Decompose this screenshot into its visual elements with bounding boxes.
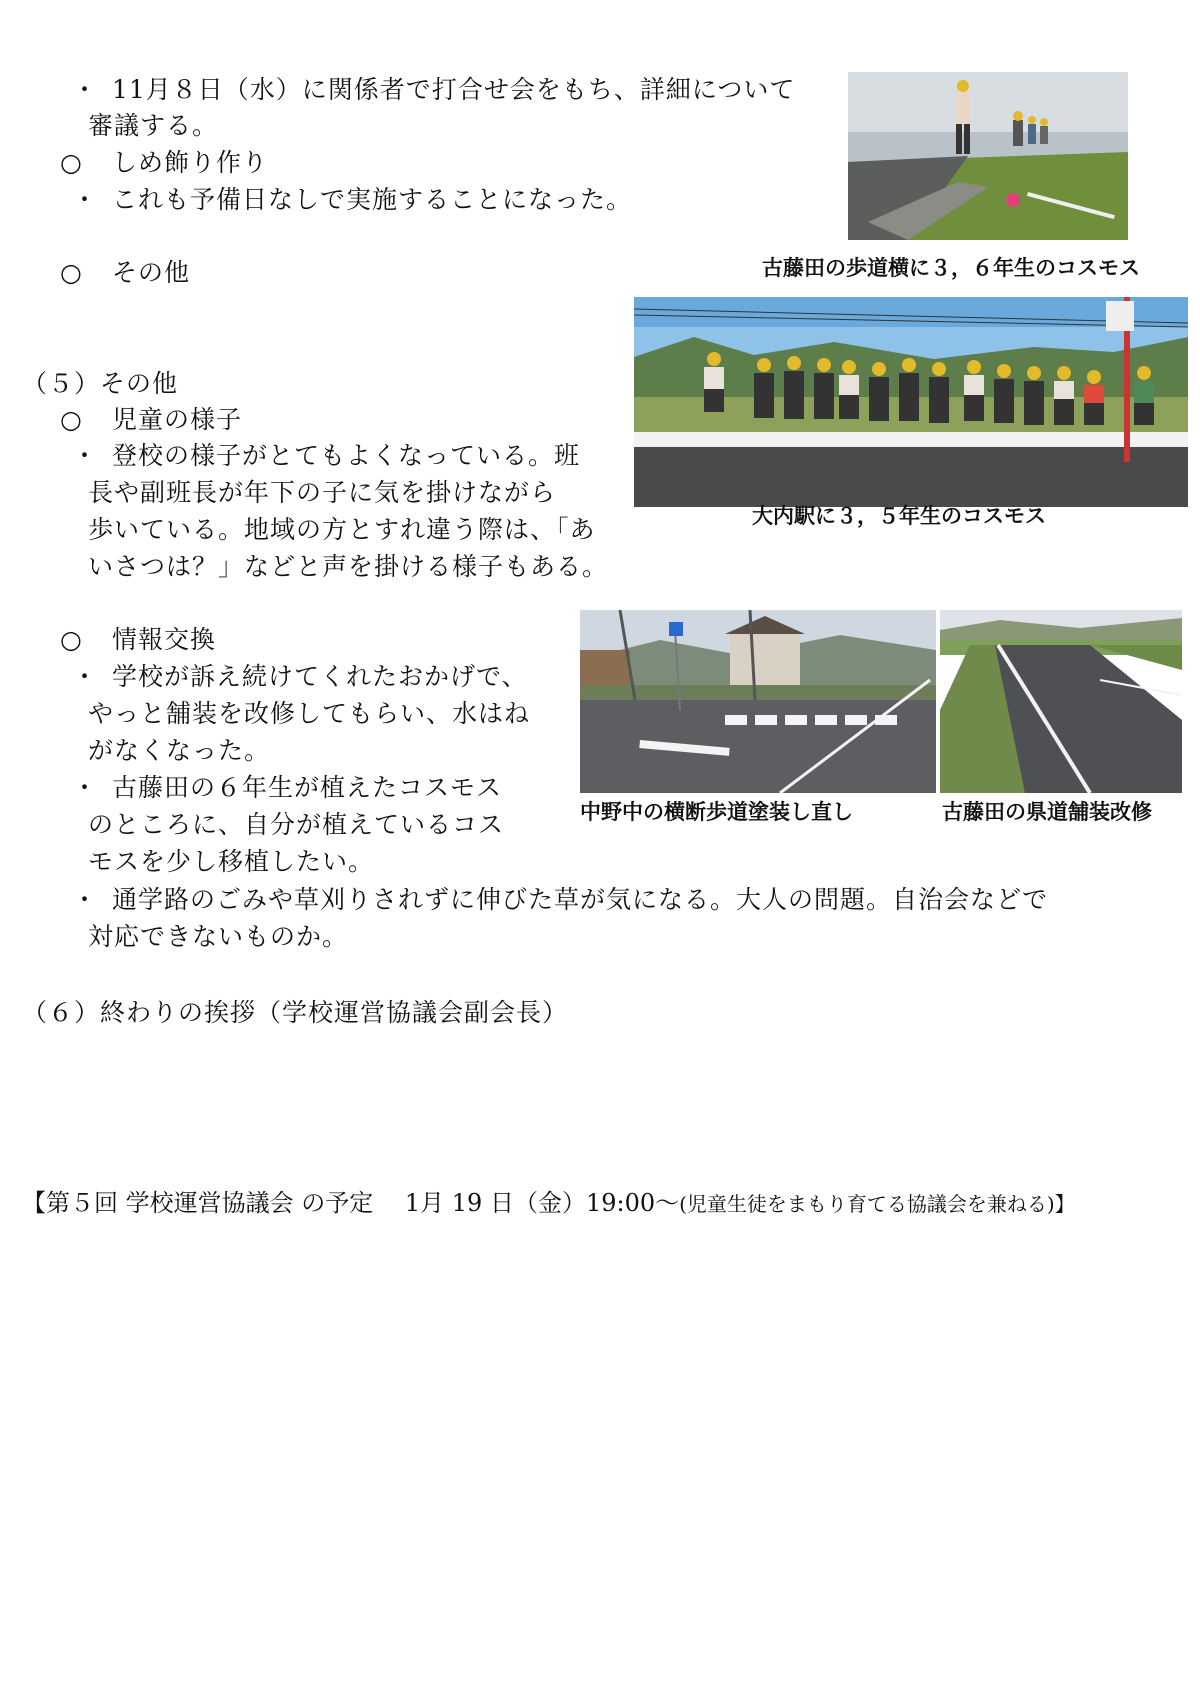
photo-caption: 大内駅に３，５年生のコスモス (752, 504, 1046, 528)
text-line: しめ飾り作り (112, 148, 269, 177)
photo-repaved-road (940, 610, 1182, 793)
text-line: 審議する。 (88, 111, 219, 140)
text-line: のところに、自分が植えているコス (88, 810, 505, 839)
photo-crosswalk (580, 610, 936, 793)
bullet-circle: ○ (60, 148, 82, 177)
photo-caption: 古藤田の県道舗装改修 (942, 800, 1152, 824)
text-line: いさつは？」などと声を掛ける様子もある。 (88, 552, 609, 581)
section-heading: （５）その他 (22, 369, 179, 398)
text-line: がなくなった。 (88, 736, 271, 765)
photo-caption: 古藤田の歩道横に３，６年生のコスモス (762, 256, 1140, 280)
bullet-circle: ○ (60, 405, 82, 434)
text-line: 古藤田の６年生が植えたコスモス (112, 773, 503, 802)
bullet-dot: ・ (72, 662, 98, 691)
photo-sidewalk-cosmos (848, 72, 1128, 240)
bullet-dot: ・ (72, 75, 98, 104)
text-line: 学校が訴え続けてくれたおかげで、 (112, 662, 528, 691)
text-line: これも予備日なしで実施することになった。 (112, 185, 633, 214)
text-line: 歩いている。地域の方とすれ違う際は、「あ (88, 515, 596, 544)
text-line: やっと舗装を改修してもらい、水はね (88, 699, 531, 728)
next-meeting-schedule (22, 1186, 1075, 1221)
bullet-circle: ○ (60, 625, 82, 654)
section-heading: （６）終わりの挨拶（学校運営協議会副会長） (22, 998, 569, 1027)
bullet-dot: ・ (72, 773, 98, 802)
photo-caption: 中野中の横断歩道塗装し直し (580, 800, 853, 824)
text-line: 登校の様子がとてもよくなっている。班 (112, 441, 581, 470)
bullet-circle: ○ (60, 258, 82, 287)
bullet-dot: ・ (72, 185, 98, 214)
text-line: 11月８日（水）に関係者で打合せ会をもち、詳細について (112, 75, 796, 104)
photo-station-cosmos (634, 297, 1188, 507)
text-line: 情報交換 (112, 625, 217, 654)
text-line: その他 (112, 258, 191, 287)
bullet-dot: ・ (72, 441, 98, 470)
schedule-note: (児童生徒をまもり育てる協議会を兼ねる)】 (679, 1192, 1075, 1216)
text-line: 長や副班長が年下の子に気を掛けながら (88, 478, 557, 507)
schedule-main: 【第５回 学校運営協議会 の予定 1月 19 日（金）19:00〜 (22, 1189, 680, 1217)
bullet-dot: ・ (72, 885, 98, 914)
text-line: 対応できないものか。 (88, 922, 349, 951)
text-line: 児童の様子 (112, 405, 243, 434)
text-line: 通学路のごみや草刈りされずに伸びた草が気になる。大人の問題。自治会などで (112, 885, 1049, 914)
text-line: モスを少し移植したい。 (88, 847, 375, 876)
